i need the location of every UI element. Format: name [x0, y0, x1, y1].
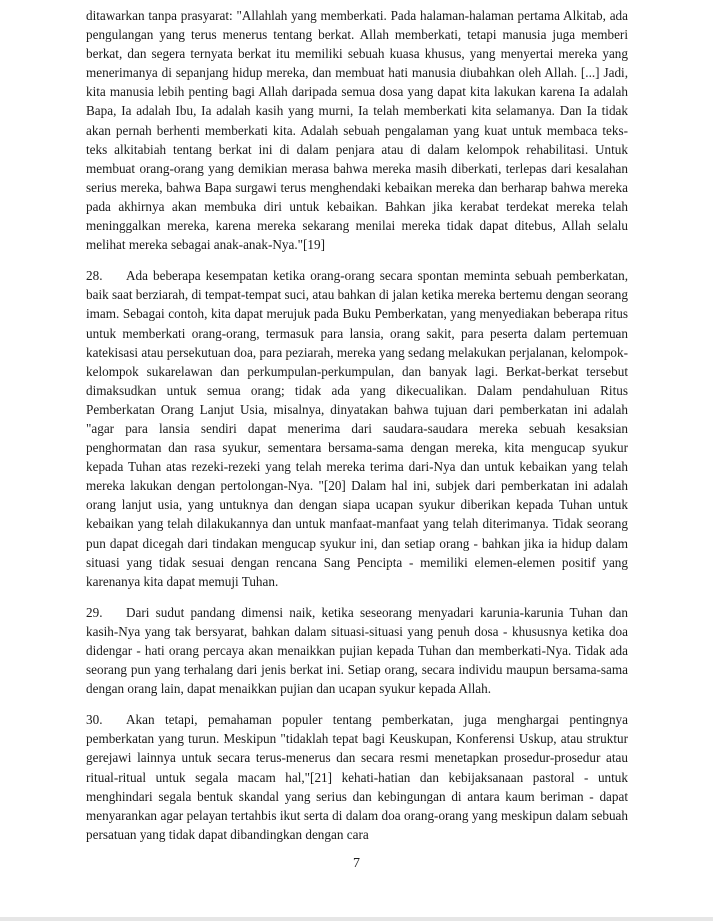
paragraph-28 — [86, 266, 628, 591]
paragraph-text: Dari sudut pandang dimensi naik, ketika seseorang menyadari karunia-karunia Tuhan dan kasih-Nya yang tak bersyarat, bahkan dalam situasi-situasi yang penuh dosa - khususnya ketika doa didengar - hati orang percaya akan menaikkan pujian kepada Tuhan dan memberkati-Nya. Tidak ada seorang pun yang terhalang dari jenis berkat ini. Setiap orang, secara individu maupun bersama-sama dengan orang lain, dapat menaikkan pujian dan ucapan syukur kepada Allah. — [86, 604, 628, 697]
page-number: 7 — [353, 856, 360, 871]
paragraph-text: Akan tetapi, pemahaman populer tentang pemberkatan, juga menghargai pentingnya pemberkatan yang turun. Meskipun "tidaklah tepat bagi Keuskupan, Konferensi Uskup, atau struktur gerejawi lainnya untuk secara terus-menerus dan secara resmi menetapkan prosedur-prosedur atau ritual-ritual untuk segala macam hal,"[21] kehati-hatian dan kebijaksanaan pastoral - untuk menghindari segala bentuk skandal yang serius dan kebingungan di antara kaum beriman - dapat menyarankan agar pelayan tertahbis ikut serta di dalam doa orang-orang yang meskipun dalam sebuah persatuan yang tidak dapat dibandingkan dengan cara — [86, 712, 628, 842]
paragraph-number: 28. — [86, 268, 103, 284]
paragraph-number: 29. — [86, 604, 103, 620]
page-bottom-edge — [0, 917, 713, 921]
paragraph-30 — [86, 710, 628, 844]
document-body — [86, 6, 628, 856]
paragraph-29 — [86, 603, 628, 698]
paragraph-continued — [86, 6, 628, 254]
paragraph-number: 30. — [86, 712, 103, 728]
paragraph-text: Ada beberapa kesempatan ketika orang-orang secara spontan meminta sebuah pemberkatan, baik saat berziarah, di tempat-tempat suci, atau bahkan di jalan ketika mereka bertemu dengan seorang imam. Sebagai contoh, kita dapat merujuk pada Buku Pemberkatan, yang menyediakan beberapa ritus untuk memberkati orang-orang, termasuk para lansia, orang sakit, para peserta dalam pertemuan katekisasi atau persekutuan doa, para peziarah, mereka yang sedang melakukan perjalanan, kelompok-kelompok sukarelawan dan perkumpulan-perkumpulan, dan banyak lagi. Berkat-berkat tersebut dimaksudkan untuk semua orang; tidak ada yang dikecualikan. Dalam pendahuluan Ritus Pemberkatan Orang Lanjut Usia, misalnya, dinyatakan bahwa tujuan dari pemberkatan ini adalah "agar para lansia sendiri dapat menerima dari saudara-saudara mereka sebuah kesaksian penghormatan dan rasa syukur, sementara bersama-sama dengan mereka, kita mengucap syukur kepada Tuhan atas rezeki-rezeki yang telah mereka terima dari-Nya dan untuk kebaikan yang telah mereka lakukan dengan pertolongan-Nya. "[20] Dalam hal ini, subjek dari pemberkatan ini adalah orang lanjut usia, yang untuknya dan dengan siapa ucapan syukur diberikan kepada Tuhan untuk kebaikan yang telah dilakukannya dan untuk manfaat-manfaat yang telah diterimanya. Tidak seorang pun dapat dicegah dari tindakan mengucap syukur ini, dan setiap orang - bahkan jika ia hidup dalam situasi yang tidak sesuai dengan rencana Sang Pencipta - memiliki elemen-elemen positif yang karenanya kita dapat memuji Tuhan. — [86, 268, 628, 589]
paragraph-text: ditawarkan tanpa prasyarat: "Allahlah yang memberkati. Pada halaman-halaman pertama Alkitab, ada pengulangan yang terus menerus tentang berkat. Allah memberkati, tetapi manusia juga memberi berkat, dan segera ternyata berkat itu memiliki sebuah kuasa khusus, yang menyertai mereka yang menerimanya di sepanjang hidup mereka, dan membuat hati manusia diubahkan oleh Allah. [...] Jadi, kita manusia lebih penting bagi Allah daripada semua dosa yang dapat kita lakukan karena Ia adalah Bapa, Ia adalah Ibu, Ia adalah kasih yang murni, Ia telah memberkati kita selamanya. Dan Ia tidak akan pernah berhenti memberkati kita. Adalah sebuah pengalaman yang kuat untuk membaca teks-teks alkitabiah tentang berkat ini di dalam penjara atau di dalam kelompok rehabilitasi. Untuk membuat orang-orang yang demikian merasa bahwa mereka masih diberkati, terlepas dari kesalahan serius mereka, bahwa Bapa surgawi terus menghendaki kebaikan mereka dan berharap bahwa mereka pada akhirnya akan membuka diri untuk kebaikan. Bahkan jika kerabat terdekat mereka telah meninggalkan mereka, karena mereka sekarang menilai mereka tidak dapat ditebus, Allah selalu melihat mereka sebagai anak-anak-Nya."[19] — [86, 8, 628, 253]
